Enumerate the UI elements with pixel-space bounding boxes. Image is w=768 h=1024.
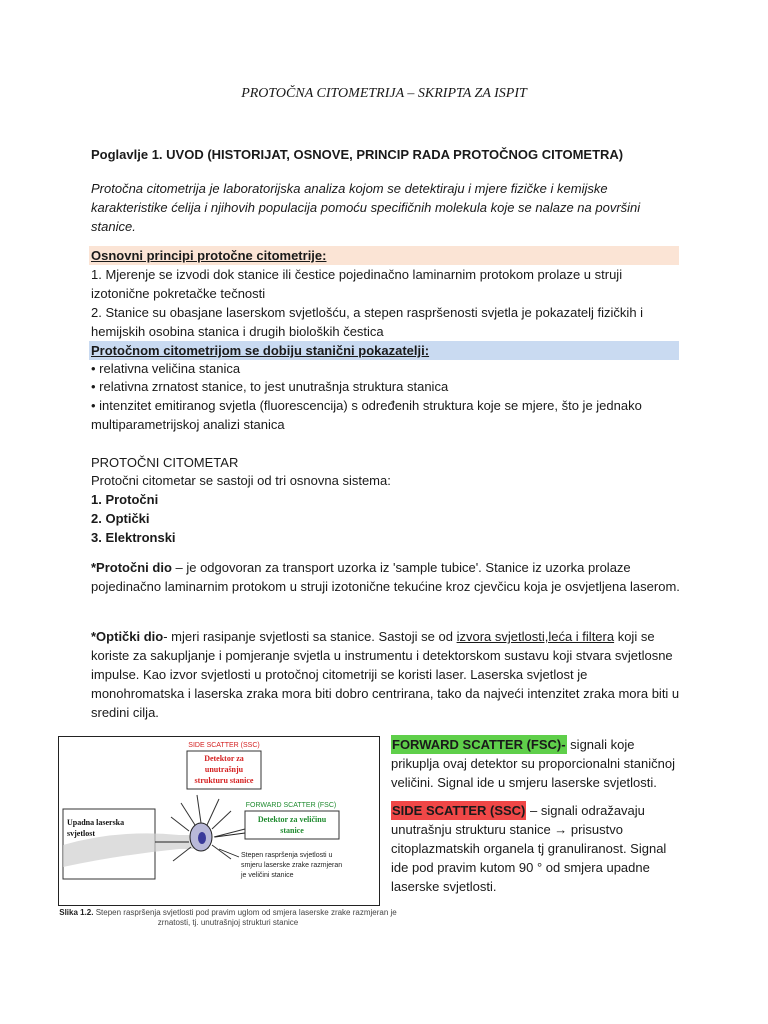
laser-box-line-2: svjetlost	[67, 829, 95, 838]
cytometer-intro: Protočni citometar se sastoji od tri osnovna sistema:	[91, 473, 391, 488]
principle-1: 1. Mjerenje se izvodi dok stanice ili čestice pojedinačno laminarnim protokom prolaze u struji izotonične pokretačke tečnosti	[91, 267, 623, 301]
ssc-box-line-1: Detektor za	[204, 754, 244, 763]
principle-2: 2. Stanice su obasjane laserskom svjetlošću, a stepen raspršenosti svjetla je pokazatelj fizičkih i hemijskih osobina stanica i drugih bioloških čestica	[91, 305, 644, 339]
laser-box-line-1: Upadna laserska	[67, 818, 125, 827]
note-pointer	[219, 849, 239, 857]
ssc-text: – signali odražavaju unutrašnju strukturu stanice → prisustvo citoplazmatskih organela tj granuliranost. Signal ide pod pravim kutom 90 ° od smjera upadne laserske svjetlosti.	[391, 803, 667, 894]
ssc-paragraph	[391, 801, 681, 896]
cytometer-heading: PROTOČNI CITOMETAR	[91, 455, 239, 470]
scatter-figure	[58, 736, 380, 906]
optical-part-underlined: izvora svjetlosti,leća i filtera	[456, 629, 615, 644]
note-line-2: smjeru laserske zrake razmjeran	[241, 862, 343, 869]
intro-paragraph: Protočna citometrija je laboratorijska analiza kojom se detektiraju i mjere fizičke i kemijske karakteristike ćelija i njihovih populacija pomoću specifičnih molekula koje se nalaze na površini stanice.	[91, 181, 641, 234]
indicators-heading: Protočnom citometrijom se dobiju stanični pokazatelji:	[91, 343, 430, 358]
optical-part-text-after: koji se koriste za sakupljanje i pomjeranje svjetla u instrumentu i detektorskom sustavu koji stvara svjetlosne impulse. Kao izvor svjetlosti u protočnoj citometriji se koristi laser. Laserska svjetlost je monohromatska i laserska zraka mora biti dobro centrirana, tako da najveći intenzitet zraka mora biti u sredini cilja.	[91, 629, 680, 720]
indicator-1: • relativna veličina stanica	[91, 361, 241, 376]
chapter-heading: Poglavlje 1. UVOD (HISTORIJAT, OSNOVE, PRINCIP RADA PROTOČNOG CITOMETRA)	[91, 147, 624, 162]
system-2: 2. Optički	[91, 511, 150, 526]
document-title: PROTOČNA CITOMETRIJA – SKRIPTA ZA ISPIT	[241, 86, 527, 101]
indicator-3: • intenzitet emitiranog svjetla (fluorescencija) s određenih struktura koje se mjere, što je jednako multiparametrijskoj analizi stanica	[91, 398, 642, 432]
ssc-figure-title: SIDE SCATTER (SSC)	[188, 742, 260, 749]
optical-part-paragraph	[91, 627, 681, 722]
caption-label: Slika 1.2.	[59, 908, 94, 917]
ssc-box-line-3: strukturu stanice	[194, 776, 254, 785]
fsc-arrow	[215, 833, 245, 837]
flow-part-paragraph	[91, 558, 681, 596]
optical-part-term: *Optički dio	[91, 629, 164, 644]
caption-text: Stepen raspršenja svjetlosti pod pravim uglom od smjera laserske zrake razmjeran je zrnatosti, tj. unutrašnjoj strukturi stanice	[95, 908, 397, 927]
note-line-1: Stepen raspršenja svjetlosti u	[241, 852, 333, 859]
optical-part-text-before: - mjeri rasipanje svjetlosti sa stanice. Sastoji se od	[163, 629, 457, 644]
system-3: 3. Elektronski	[91, 530, 176, 545]
ssc-box-line-2: unutrašnju	[204, 765, 244, 774]
scatter-diagram	[59, 737, 378, 904]
fsc-box-line-2: stanice	[280, 826, 304, 835]
indicator-2: • relativna zrnatost stanice, to jest unutrašnja struktura stanica	[91, 379, 449, 394]
system-1: 1. Protočni	[91, 492, 159, 507]
fsc-label: FORWARD SCATTER (FSC)-	[392, 737, 566, 752]
principles-heading: Osnovni principi protočne citometrije:	[91, 248, 327, 263]
figure-caption	[58, 908, 398, 928]
note-line-3: je veličini stanice	[241, 872, 294, 879]
flow-part-term: *Protočni dio	[91, 560, 172, 575]
ssc-label: SIDE SCATTER (SSC)	[392, 803, 526, 818]
fsc-text: signali koje prikuplja ovaj detektor su proporcionalni staničnoj veličini. Signal ide u smjeru laserske svjetlosti.	[391, 737, 675, 790]
flow-part-text: – je odgovoran za transport uzorka iz 'sample tubice'. Stanice iz uzorka prolaze pojedinačno laminarnim protokom u struji izotonične tekućine kroz cjevčicu koja je osvjetljena laserom.	[91, 560, 680, 594]
cell-nucleus-icon	[198, 832, 206, 844]
fsc-figure-title: FORWARD SCATTER (FSC)	[245, 802, 337, 809]
fsc-paragraph	[391, 735, 681, 792]
fsc-box-line-1: Detektor za veličinu	[257, 815, 327, 824]
